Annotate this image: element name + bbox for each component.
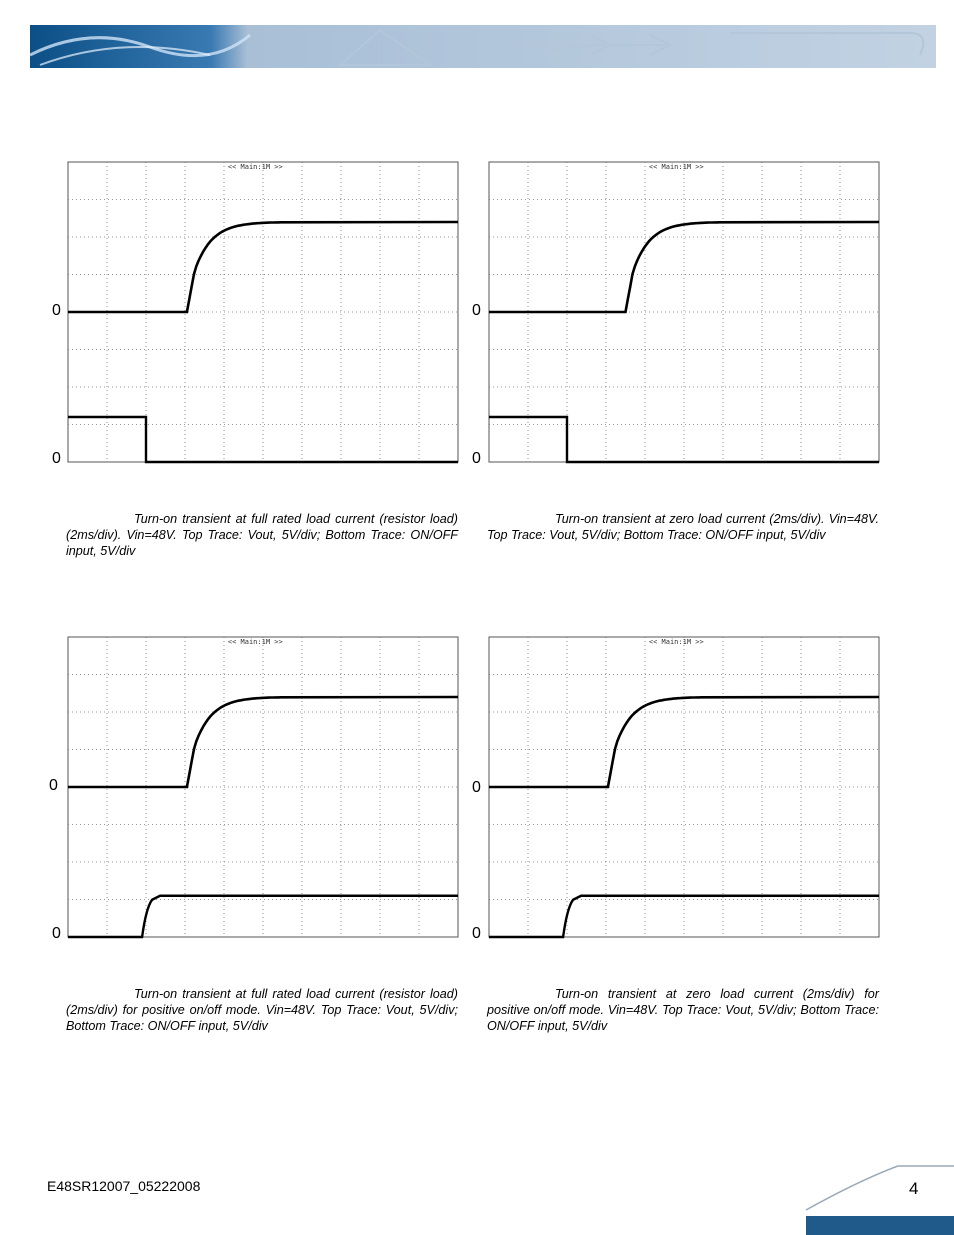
- top-trace-zero-label: 0: [472, 779, 481, 796]
- header-banner: [30, 25, 936, 68]
- scope-figure-3: [62, 630, 462, 940]
- oscilloscope-trace-plot: [62, 630, 462, 940]
- figure-caption-1: Turn-on transient at full rated load current (resistor load) (2ms/div). Vin=48V. Top Trace: Vout, 5V/div; Bottom Trace: ON/OFF input, 5V/div: [66, 512, 458, 558]
- bottom-trace-zero-label: 0: [472, 925, 481, 942]
- figure-caption-4: Turn-on transient at zero load current (2ms/div) for positive on/off mode. Vin=48V. Top Trace: Vout, 5V/div; Bottom Trace: ON/OFF input, 5V/div: [487, 987, 879, 1033]
- top-trace-zero-label: 0: [472, 302, 481, 319]
- scope-header-label: << Main:1M >>: [648, 163, 704, 171]
- oscilloscope-trace-plot: [62, 155, 462, 465]
- bottom-trace-zero-label: 0: [472, 450, 481, 467]
- scope-header-label: << Main:1M >>: [648, 638, 704, 646]
- document-id: E48SR12007_05222008: [47, 1178, 201, 1194]
- oscilloscope-trace-plot: [483, 155, 883, 465]
- figure-caption-3: Turn-on transient at full rated load current (resistor load) (2ms/div) for positive on/off mode. Vin=48V. Top Trace: Vout, 5V/div; Bottom Trace: ON/OFF input, 5V/div: [66, 987, 458, 1033]
- top-trace-zero-label: 0: [49, 777, 58, 794]
- page-number: 4: [909, 1179, 919, 1198]
- figure-caption-2: Turn-on transient at zero load current (2ms/div). Vin=48V. Top Trace: Vout, 5V/div; Bottom Trace: ON/OFF input, 5V/div: [487, 512, 879, 542]
- scope-figure-1: [62, 155, 462, 465]
- oscilloscope-trace-plot: [483, 630, 883, 940]
- scope-figure-2: [483, 155, 883, 465]
- page-corner-graphic: [800, 1160, 954, 1235]
- scope-figure-4: [483, 630, 883, 940]
- bottom-trace-zero-label: 0: [52, 450, 61, 467]
- top-trace-zero-label: 0: [52, 302, 61, 319]
- scope-header-label: << Main:1M >>: [227, 163, 283, 171]
- footer-bar: [806, 1216, 954, 1235]
- scope-header-label: << Main:1M >>: [227, 638, 283, 646]
- bottom-trace-zero-label: 0: [52, 925, 61, 942]
